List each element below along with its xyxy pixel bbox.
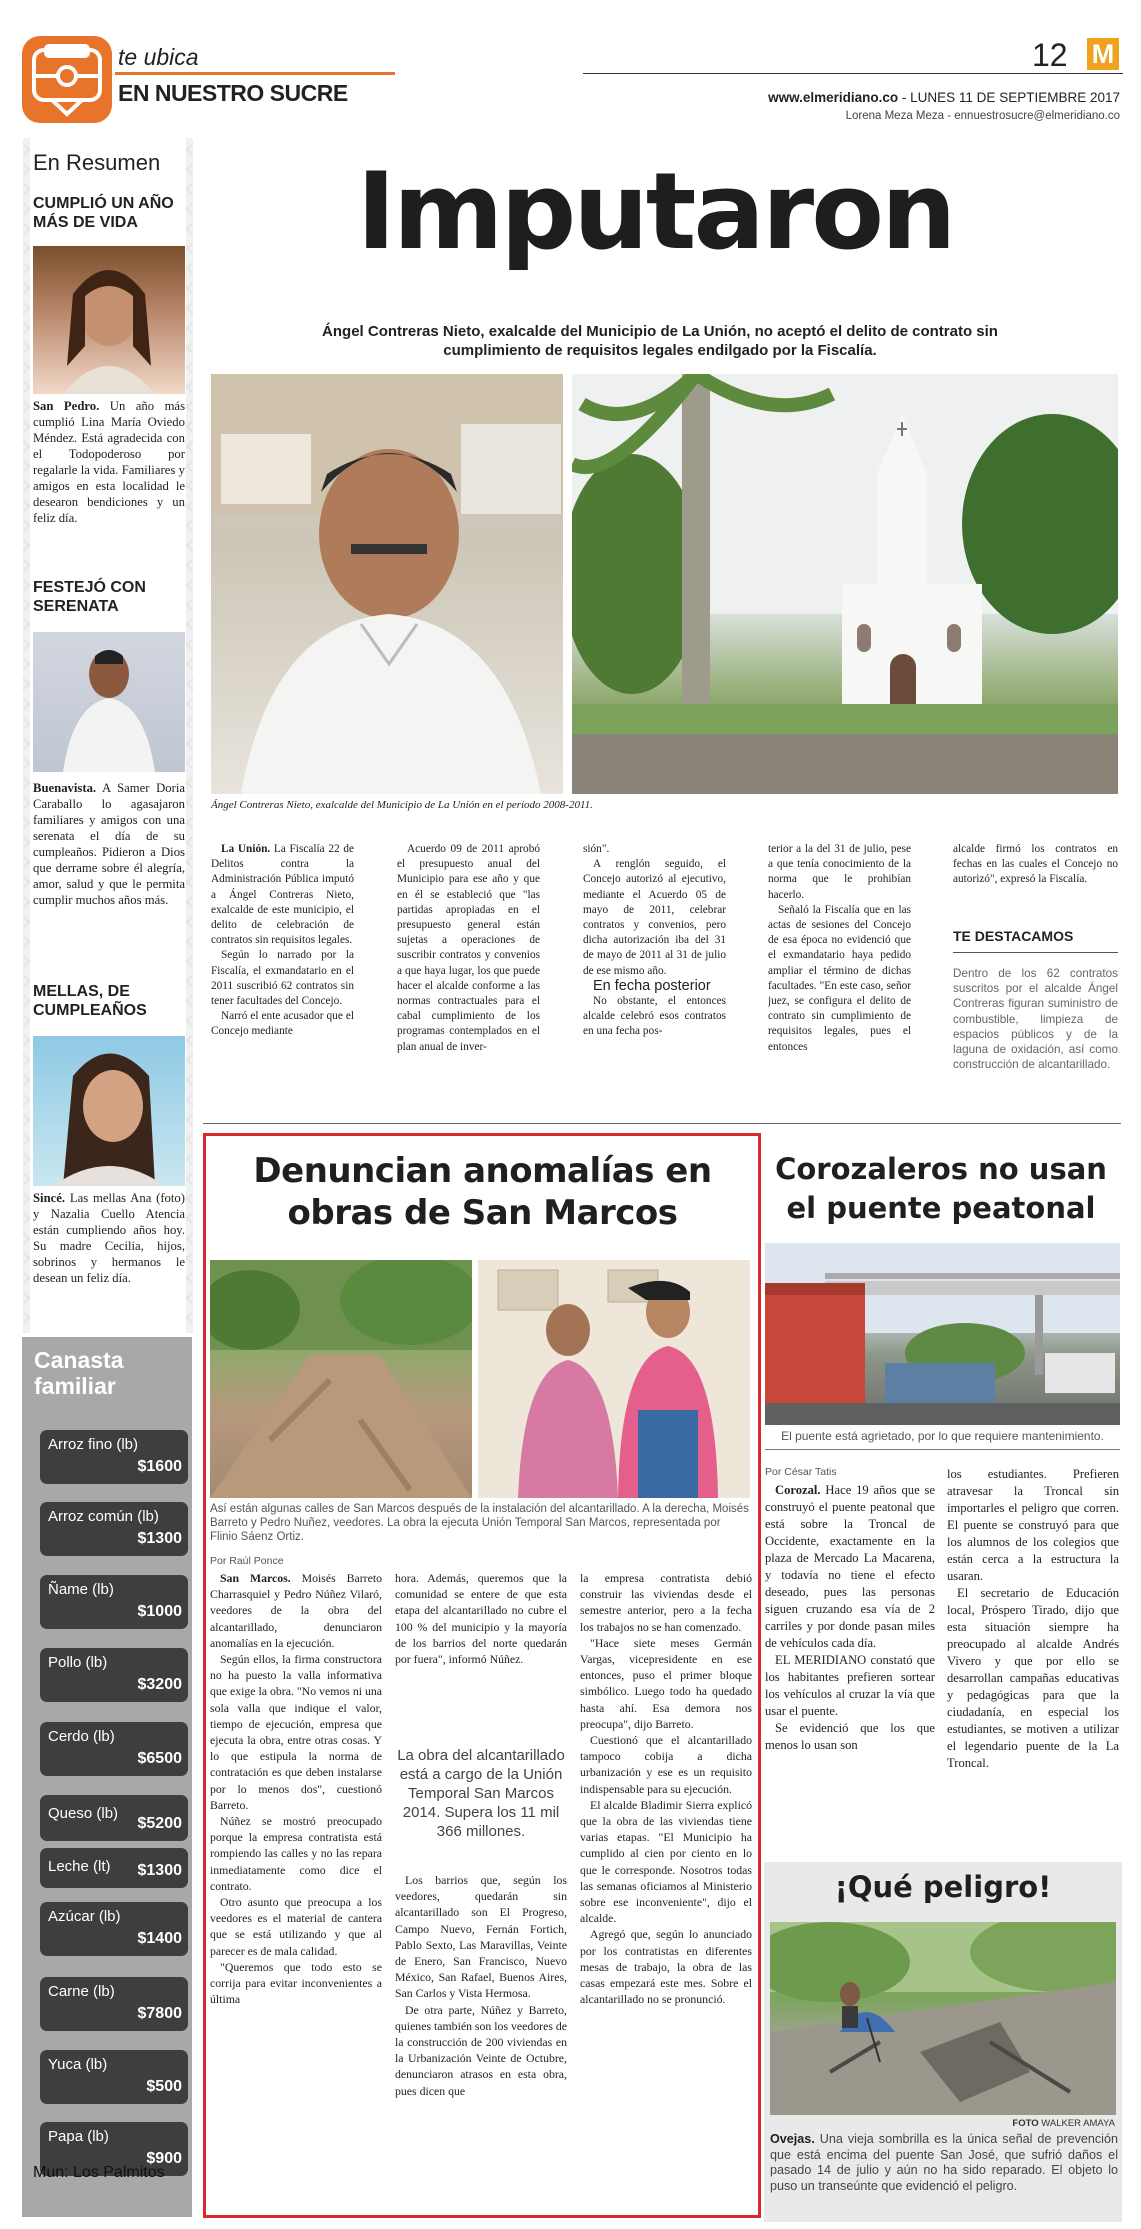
peligro-photo [770,1922,1116,2115]
price-item [40,1502,188,1556]
price-item-name: Arroz fino (lb) [48,1436,139,1453]
price-item-name: Carne (lb) [48,1983,115,2000]
story-column: hora. Además, queremos que la comunidad se entere de que esta etapa del alcantarillado no cubre el 100 % del municipio y la mayoría de los barrios del norte quedarán por fuera", informó Núñez. [395,1571,567,1667]
story-column: La Unión. La Fiscalía 22 de Delitos contra la Administración Pública imputó a Ángel Contreras Nieto, exalcalde de este municipio, el delito de celebración de contratos sin requisitos legales. Según lo narrado por la Fiscalía, el exmandatario en el 2011 suscribió 62 contratos sin tener facultades del Concejo. Narró el ente acusador que el Concejo mediante [211,843,354,1038]
price-item-price: $1300 [137,1530,182,1547]
sanmarcos-headline: Denuncian anomalías en obras de San Marcos [253,1151,712,1233]
section-rule [115,72,395,75]
price-item-price: $7800 [137,2005,182,2022]
brief-photo [33,1036,185,1186]
issue-date: LUNES 11 DE SEPTIEMBRE 2017 [910,90,1120,105]
price-item-name: Cerdo (lb) [48,1728,115,1745]
page-number: 12 [1032,37,1068,73]
price-item-name: Queso (lb) [48,1805,119,1822]
main-headline: Imputaron [356,150,954,273]
story-column: sión". A renglón seguido, el Concejo autorizó al ejecutivo, mediante el Acuerdo 05 de mayo de 2011, celebrar contratos y convenios, pero dicha autorización iba del 31 de mayo de 2011 al 31 de julio de ese mismo año. En fecha posterior No obstante, el entonces alcalde celebró esos contratos en una fecha pos- [583,843,726,1038]
price-item-name: Papa (lb) [48,2128,109,2145]
brief-photo [33,632,185,772]
price-item-price: $1000 [137,1603,182,1620]
price-item-price: $1300 [137,1862,182,1879]
dateline: www.elmeridiano.co - LUNES 11 DE SEPTIEMBRE 2017 [768,90,1120,105]
brief-heading: FESTEJÓ CON SERENATA [33,579,146,615]
sanmarcos-photo-veedores [478,1260,750,1498]
highlight-text: Dentro de los 62 contratos suscritos por el alcalde Ángel Contreras figuran suministro de combustible, limpieza de espacios públicos y de la laguna de oxidación, así como construcción de alcantarillado. [953,967,1118,1072]
price-item [40,1575,188,1629]
price-item-name: Pollo (lb) [48,1654,108,1671]
dateline-city: San Marcos. [220,1571,291,1585]
story-subheading: En fecha posterior [593,977,711,994]
main-photo-caption: Ángel Contreras Nieto, exalcalde del Municipio de La Unión en el periodo 2008-2011. [211,799,593,811]
price-item-name: Leche (lt) [48,1858,111,1875]
brief-location: Buenavista. [33,781,97,795]
site-url[interactable]: www.elmeridiano.co [768,90,899,105]
section-title: EN NUESTRO SUCRE [118,80,348,106]
price-item [40,1795,188,1841]
brief-heading: CUMPLIÓ UN AÑO MÁS DE VIDA [33,195,174,231]
peligro-caption: Ovejas. Una vieja sombrilla es la única señal de prevención que está encima del puente San José, que sufrió daños el pasado 14 de julio y aún no ha sido reparado. El objeto lo puso un transeúnte que evidenció el peligro. [770,2132,1118,2193]
price-item-name: Azúcar (lb) [48,1908,121,1925]
price-item [40,1722,188,1776]
price-item-name: Yuca (lb) [48,2056,108,2073]
canasta-title: Canasta familiar [34,1347,124,1399]
price-item-price: $1400 [137,1930,182,1947]
story-column: los estudiantes. Prefieren atravesar la Troncal sin importarles el peligro que corren. El puente se construyó para que los alumnos de los colegios que están cerca a la estructura la usaran. El secretario de Educación local, Próspero Tirado, dijo que esta situación siempre ha preocupado al alcalde Andrés Vivero y que por ello se desarrollan campañas educativas y pedagógicas para que la ciudadanía, en especial los estudiantes, se motiven a utilizar el legendario puente de la La Troncal. [947,1467,1119,1770]
brief-heading: MELLAS, DE CUMPLEAÑOS [33,983,147,1019]
price-item [40,2050,188,2104]
sanmarcos-byline: Por Raúl Ponce [210,1555,284,1567]
price-item-price: $5200 [137,1815,182,1832]
brief-text: Buenavista. A Samer Doria Caraballo lo agasajaron familiares y amigos con una serenata el día de su cumpleaños. Pidieron a Dios que derrame sobre él alegría, amor, salud y que le permita cumplir muchos años más. [33,781,185,907]
photo-credit: FOTO WALKER AMAYA [1012,2118,1115,2129]
section-logo [22,36,112,123]
sanmarcos-photo-street [210,1260,472,1498]
price-item-price: $3200 [137,1676,182,1693]
price-item [40,1648,188,1702]
brief-photo [33,246,185,394]
price-item [40,1430,188,1484]
price-item [40,1848,188,1888]
corozal-byline: Por César Tatis [765,1466,837,1478]
price-item-price: $900 [146,2150,182,2167]
corozal-caption: El puente está agrietado, por lo que requiere mantenimiento. [781,1429,1104,1443]
section-tagline: te ubica [118,44,199,70]
municipality-label: Mun: Los Palmitos [33,2164,165,2181]
pull-quote: La obra del alcantarillado está a cargo de la Unión Temporal San Marcos 2014. Supera los 11 mil 366 millones. [397,1747,565,1840]
price-item-price: $1600 [137,1458,182,1475]
dateline-city: La Unión. [221,843,271,855]
brief-text: San Pedro. Un año más cumplió Lina María Oviedo Méndez. Está agradecida con el Todopoderoso por regalarle la vida. Familiares y amigos en esta localidad le desearon bendiciones y un feliz día. [33,399,186,525]
story-column: terior a la del 31 de julio, pese a que tenía conocimiento de la norma que le prohibían hacerlo. Señaló la Fiscalía que en las actas de sesiones del Concejo de esa época no evidenció que el exmandatario haya pedido ampliar el término de dichas facultades. "En este caso, señor juez, se configura el delito de contrato sin cumplimiento de requisitos legales, pues el entonces [768,843,911,1053]
story-column: San Marcos. Moisés Barreto Charrasquiel y Pedro Núñez Vilaró, veedores de la obra del alcantarillado, denunciaron anomalías en la ejecución. Según ellos, la firma constructora no ha puesto la valla informativa que exige la obra. "No vemos ni una sola valla que indique el valor, tiempo de ejecución, empresa que ejecuta la obra, entre otras cosas. Y lo que estipula la norma de contratación es que deben instalarse por lo menos dos", cuestionó Barreto. Núñez se mostró preocupado porque la empresa contratista está rompiendo las calles y no las repara inmediatamente como dice el contrato. Otro asunto que preocupa a los veedores es el material de cantera que se está utilizando y que al parecer es de mala calidad. "Queremos que todo esto se corrija para evitar inconvenientes a última [210,1571,382,2007]
story-column: alcalde firmó los contratos en fechas en las cuales el Concejo no autorizó", expresó la Fiscalía. [953,843,1118,886]
corozal-photo-bridge [765,1243,1120,1425]
main-deck: Ángel Contreras Nieto, exalcalde del Municipio de La Unión, no aceptó el delito de contrato sin cumplimiento de requisitos legales endilgado por la Fiscalía. [322,323,998,359]
brief-location: San Pedro. [33,399,100,413]
main-photo-portrait [211,374,563,794]
newspaper-logo-icon: M [1087,38,1119,70]
story-column: Corozal. Hace 19 años que se construyó el puente peatonal que está sobre la Troncal de Occidente, exactamente en la plaza de Mercado La Macarena, y todavía no tiene el efecto deseado, pues las personas siguen cruzando esa vía de 2 carriles y por donde pasan miles de vehículos cada día. EL MERIDIANO constató que los habitantes prefieren sortear los vehículos al cruzar la vía que usar el puente. Se evidenció que los que menos lo usan son [765,1483,935,1752]
story-column: la empresa contratista debió construir las viviendas desde el semestre anterior, pero a la fecha los trabajos no se han comenzado. "Hace siete meses Germán Vargas, vicepresidente en ese entonces, puso el primer bloque simbólico. Luego todo ha quedado hasta ahí. Esa demora nos preocupa", dijo Barreto. Cuestionó que el alcantarillado tampoco cobija a dicha urbanización y ese es un requisito indispensable para su ejecución. El alcalde Bladimir Sierra explicó que la obra de las viviendas tiene varias etapas. "El Municipio ha cumplido al cien por ciento en lo que le corresponde. Nosotros todas las semanas oficiamos al Ministerio sobre ese inconveniente", dijo el alcalde. Agregó que, según lo anunciado por los contratistas en diferentes mesas de trabajo, la obra de las casas empezará este mes. Sobre el alcantarillado no se pronunció. [580,1571,752,2007]
location-badge-icon [22,36,112,123]
story-column: Acuerdo 09 de 2011 aprobó el presupuesto anual del Municipio para ese año y que en él se estableció que "las partidas apropiadas en el presupuesto general están sujetas a operaciones de suscribir contratos y convenios a que haya lugar, los que puede hacer el alcalde conforme a las normas contractuales para el cabal cumplimiento de los programas contemplados en el plan anual de inver- [397,843,540,1053]
peligro-headline: ¡Qué peligro! [834,1870,1052,1904]
brief-location: Sincé. [33,1191,66,1205]
price-item [40,1977,188,2031]
section-divider [203,1123,1121,1124]
price-item-price: $6500 [137,1750,182,1767]
price-item-name: Arroz común (lb) [48,1508,159,1525]
price-item-name: Ñame (lb) [48,1581,114,1598]
sanmarcos-caption: Así están algunas calles de San Marcos después de la instalación del alcantarillado. A la derecha, Moisés Barreto y Pedro Nuñez, veedores. La obra la ejecuta Unión Temporal San Marcos, representada por Flinio Sáenz Ortiz. [210,1503,749,1543]
caption-rule [765,1449,1120,1450]
sidebar-title: En Resumen [33,150,161,175]
author-line: Lorena Meza Meza - ennuestrosucre@elmeridiano.co [845,110,1120,122]
main-photo-church [572,374,1118,794]
price-item-price: $500 [146,2078,182,2095]
corozal-headline: Corozaleros no usan el puente peatonal [775,1152,1107,1225]
highlight-rule [953,952,1118,953]
story-column: Los barrios que, según los veedores, quedarán sin alcantarillado son El Progreso, Campo Nuevo, Fernán Fortich, Pablo Sexto, Las Maravillas, Veinte de Enero, San Francisco, Nuevo México, San Rafael, Buenos Aires, San Carlos y Vista Hermosa. De otra parte, Núñez y Barreto, quienes también son los veedores de la construcción de 200 viviendas en la Urbanización Veinte de Octubre, denunciaron atrasos en esta obra, pues dicen que [395,1873,567,2098]
dateline-city: Corozal. [775,1483,821,1497]
price-item [40,1902,188,1956]
highlight-heading: TE DESTACAMOS [953,928,1074,944]
dateline-city: Ovejas. [770,2132,815,2146]
brief-text: Sincé. Las mellas Ana (foto) y Nazalia Cuello Atencia están cumpliendo años hoy. Su madre Cecilia, hijos, sobrinos y hermanos le desean un feliz día. [33,1191,185,1285]
